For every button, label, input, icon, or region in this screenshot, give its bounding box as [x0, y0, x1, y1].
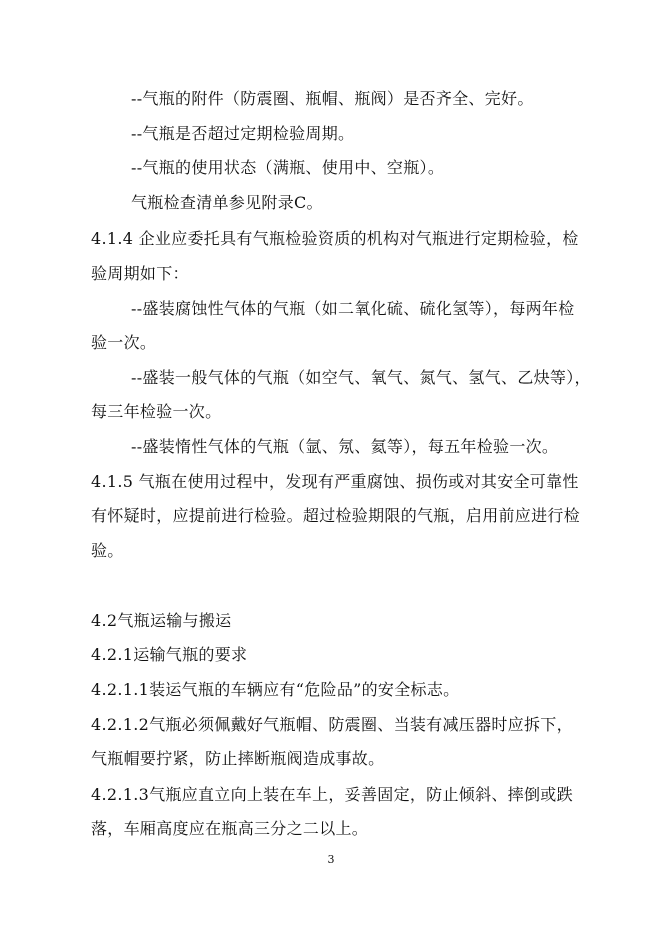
- text-line: 4.2.1.2气瓶必须佩戴好气瓶帽、防震圈、当装有减压器时应拆下，: [91, 715, 573, 734]
- text-line: 验一次。: [91, 333, 157, 352]
- text-line: 气瓶检查清单参见附录C。: [131, 193, 323, 212]
- text-line: 有怀疑时，应提前进行检验。超过检验期限的气瓶，启用前应进行检: [91, 506, 581, 525]
- text-line: 验周期如下：: [91, 264, 189, 283]
- section-heading-4-2: 4.2气瓶运输与搬运: [91, 611, 232, 630]
- text-line: --盛装一般气体的气瓶（如空气、氧气、氮气、氢气、乙炔等），: [131, 368, 591, 387]
- text-line: --气瓶的使用状态（满瓶、使用中、空瓶）。: [131, 158, 445, 177]
- section-4-1-5-line: 4.1.5 气瓶在使用过程中，发现有严重腐蚀、损伤或对其安全可靠性: [91, 472, 579, 491]
- subsection-heading-4-2-1: 4.2.1运输气瓶的要求: [91, 645, 248, 664]
- text-line: --气瓶的附件（防震圈、瓶帽、瓶阀）是否齐全、完好。: [131, 89, 534, 108]
- text-line: --盛装惰性气体的气瓶（氩、氖、氦等），每五年检验一次。: [131, 437, 559, 456]
- section-4-1-4-line: 4.1.4 企业应委托具有气瓶检验资质的机构对气瓶进行定期检验，检: [91, 229, 579, 248]
- text-line: --气瓶是否超过定期检验周期。: [131, 124, 355, 143]
- text-line: 4.2.1.3气瓶应直立向上装在车上，妥善固定，防止倾斜、摔倒或跌: [91, 785, 573, 804]
- text-line: 落，车厢高度应在瓶高三分之二以上。: [91, 819, 369, 838]
- text-line: 气瓶帽要拧紧，防止摔断瓶阀造成事故。: [91, 749, 385, 768]
- text-line: 验。: [91, 541, 124, 560]
- text-line: 每三年检验一次。: [91, 402, 222, 421]
- page-number: 3: [327, 853, 335, 866]
- text-line: 4.2.1.1装运气瓶的车辆应有“危险品”的安全标志。: [91, 680, 460, 699]
- text-line: --盛装腐蚀性气体的气瓶（如二氧化硫、硫化氢等），每两年检: [131, 299, 575, 318]
